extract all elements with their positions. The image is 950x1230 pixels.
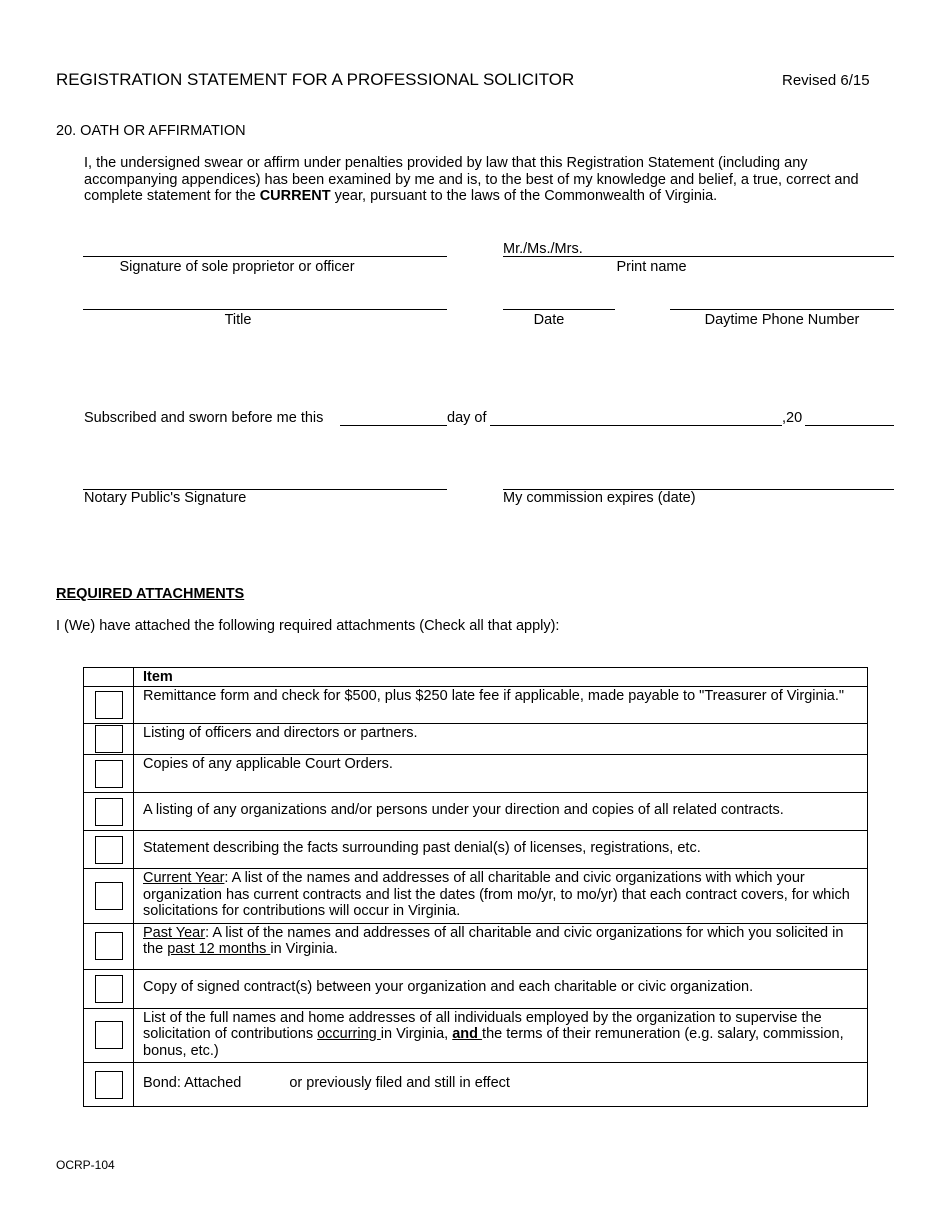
denials-checkbox[interactable] [95,836,123,864]
date-label: Date [533,312,565,328]
oath-text-bold: CURRENT [259,188,331,204]
employees-description-1: List of the full names and home addresses of all individuals employed by the organization to supervise the solicitation of contributions [143,1009,822,1042]
signature-label: Signature of sole proprietor or officer [119,259,355,275]
table-row [84,969,868,1008]
employees-checkbox[interactable] [95,1021,123,1049]
print-name-label: Print name [616,259,687,275]
organizations-checkbox[interactable] [95,798,123,826]
oath-text-after: year, pursuant to the laws of the Commonwealth of Virginia. [330,188,718,204]
notary-signature-label: Notary Public's Signature [84,490,247,506]
remittance-checkbox[interactable] [95,691,123,719]
past-year-description-1: : A list of the names and addresses of all charitable and civic organizations for which you solicited in the [143,924,844,957]
past-year-text [134,923,868,969]
signature-line[interactable] [83,256,447,257]
checkbox-column-header [84,668,134,687]
past-year-description-2: in Virginia. [270,941,338,957]
table-row [84,724,868,755]
oath-heading: 20. OATH OR AFFIRMATION [56,123,246,139]
table-header-row [84,668,868,687]
attachments-table [83,667,868,1107]
current-year-text [134,869,868,924]
table-row [84,755,868,793]
table-row [84,687,868,724]
day-line[interactable] [340,425,447,426]
contracts-checkbox[interactable] [95,975,123,1003]
organizations-text: A listing of any organizations and/or persons under your direction and copies of all related contracts. [134,793,868,831]
table-row [84,869,868,924]
current-year-checkbox[interactable] [95,882,123,910]
denials-text: Statement describing the facts surrounding past denial(s) of licenses, registrations, etc. [134,831,868,869]
officers-checkbox[interactable] [95,725,123,753]
oath-text-before: I, the undersigned swear or affirm under penalties provided by law that this Registration Statement (including any accompanying appendices) has been examined by me and is, to the best of my knowledge and belief, a true, correct and complete statement for the [84,155,859,204]
attachments-intro: I (We) have attached the following required attachments (Check all that apply): [56,618,560,634]
year-prefix: ,20 [782,410,803,426]
form-number: OCRP-104 [56,1158,115,1172]
day-of-text: day of [447,410,487,426]
remittance-text: Remittance form and check for $500, plus $250 late fee if applicable, made payable to "Treasurer of Virginia." [134,687,868,724]
oath-paragraph [84,155,894,205]
print-name-prefix: Mr./Ms./Mrs. [503,241,583,257]
court-orders-checkbox[interactable] [95,760,123,788]
month-line[interactable] [490,425,782,426]
current-year-description: : A list of the names and addresses of all charitable and civic organizations with which your organization has current contracts and list the dates (from mo/yr, to mo/yr) that each contract covers, for which solicitations for contributions will occur in Virginia. [143,870,850,919]
title-line[interactable] [83,309,447,310]
date-line[interactable] [503,309,615,310]
year-line[interactable] [805,425,894,426]
employees-description-2: in Virginia, [380,1026,453,1042]
attachments-heading: REQUIRED ATTACHMENTS [56,586,245,602]
employees-occurring: occurring [317,1026,381,1042]
contracts-text: Copy of signed contract(s) between your organization and each charitable or civic organization. [134,969,868,1008]
employees-and: and [452,1026,483,1042]
officers-text: Listing of officers and directors or partners. [134,724,868,755]
table-row [84,923,868,969]
table-row [84,1063,868,1107]
phone-line[interactable] [670,309,894,310]
form-title: REGISTRATION STATEMENT FOR A PROFESSIONAL SOLICITOR [56,70,575,89]
subscribed-text: Subscribed and sworn before me this [84,410,324,426]
table-row [84,793,868,831]
bond-checkbox[interactable] [95,1071,123,1099]
print-name-line[interactable] [503,256,894,257]
employees-text [134,1008,868,1063]
employees-description-3: the terms of their remuneration (e.g. salary, commission, bonus, etc.) [143,1026,844,1059]
current-year-label: Current Year [143,870,225,886]
commission-label: My commission expires (date) [503,490,696,506]
phone-label: Daytime Phone Number [704,312,860,328]
title-label: Title [224,312,252,328]
table-row [84,831,868,869]
court-orders-text: Copies of any applicable Court Orders. [134,755,868,793]
revised-date: Revised 6/15 [782,72,870,89]
bond-attached: Bond: Attached [143,1075,242,1092]
table-row [84,1008,868,1063]
bond-text [134,1063,868,1107]
item-column-header: Item [134,668,868,687]
past-year-label: Past Year [143,924,206,941]
past-year-checkbox[interactable] [95,932,123,960]
past-year-period: past 12 months [167,941,271,957]
bond-previously-filed: or previously filed and still in effect [289,1075,510,1092]
